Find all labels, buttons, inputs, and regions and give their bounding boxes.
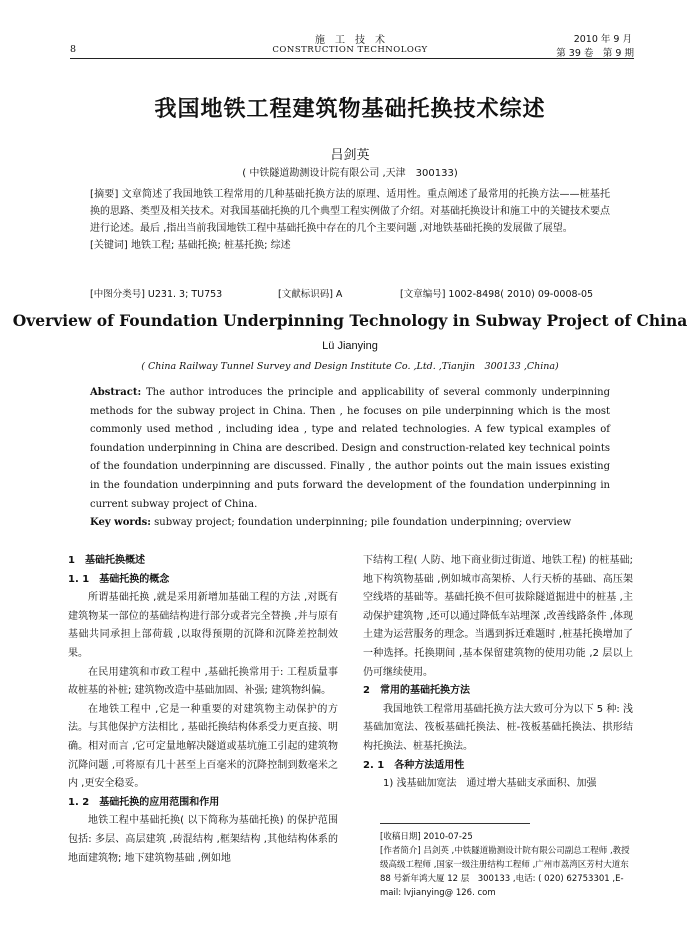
subsection-heading: 1. 2 基础托换的应用范围和作用 — [68, 796, 220, 808]
abstract-en-text: The author introduces the principle and applicability of several commonly underpinning methods for the subway project in China. Then , he focuses on pile underpinning which is the most commonly used method , including idea , type and related technologies. A few typical examples of foundation underpinning in China are described. Design and construction-related key technical points of the foundation underpinning are discussed. Finally , the author points out the main issues existing in the foundation underpinning and puts forward the development of the foundation underpinning in current subway project of China. — [90, 387, 610, 510]
body-paragraph: 在地铁工程中 ,它是一种重要的对建筑物主动保护的方法。与其他保护方法相比 , 基础托换结构体系受力更直接、明确。相对而言 ,它可定量地解决隧道或基坑施工引起的建筑物沉降问题 ,可将原有几十甚至上百毫米的沉降控制到数毫米之内 ,更安全稳妥。 — [68, 703, 338, 790]
journal-name-en: CONSTRUCTION TECHNOLOGY — [272, 45, 428, 55]
affiliation-en: ( China Railway Tunnel Survey and Design Institute Co. ,Ltd. ,Tianjin 300133 ,China) — [141, 361, 559, 372]
body-paragraph: 下结构工程( 人防、地下商业街过街道、地铁工程) 的桩基础; 地下构筑物基础 ,例如城市高架桥、人行天桥的基础、高压架空线塔的基础等。基础托换不但可拔除隧道掘进中的桩基 ,主动保护建筑物 ,还可以通过降低车站埋深 ,改善线路条件 ,体现土建为运营服务的理念。当遇到拆迁难题时 ,桩基托换增加了一种选择。托换期间 ,基本保留建筑物的使用功能 ,2 层以上仍可继续使用。 — [363, 555, 633, 678]
subsection-heading: 1. 1 基础托换的概念 — [68, 573, 170, 585]
footnote-rule — [380, 823, 530, 824]
article-number: [文章编号] 1002-8498( 2010) 09-0008-05 — [400, 289, 594, 300]
footnote — [380, 830, 638, 900]
article-title-cn: 我国地铁工程建筑物基础托换技术综述 — [154, 97, 546, 122]
footnote-received: [收稿日期] 2010-07-25 — [380, 832, 473, 842]
author-cn: 吕剑英 — [330, 148, 370, 163]
issue-date: 2010 年 9 月 — [573, 34, 632, 45]
section-heading: 2 常用的基础托换方法 — [363, 685, 470, 697]
document-code: [文献标识码] A — [278, 289, 343, 300]
keywords-en — [90, 514, 610, 533]
footnote-author-bio: [作者简介] 吕剑英 ,中铁隧道勘测设计院有限公司副总工程师 ,教授级高级工程师 ,国家一级注册结构工程师 ,广州市荔湾区芳村大道东 88 号新年鸿大厦 12 层 300133 ,电话: ( 020) 62753301 ,E-mail: lvjianying@ 126. com — [380, 846, 630, 898]
clc-number: [中图分类号] U231. 3; TU753 — [90, 289, 223, 300]
journal-name-cn: 施 工 技 术 — [315, 35, 385, 46]
keywords-cn: [关键词] 地铁工程; 基础托换; 桩基托换; 综述 — [90, 240, 291, 251]
affiliation-cn: ( 中铁隧道勘测设计院有限公司 ,天津 300133) — [242, 168, 458, 179]
abstract-en — [90, 384, 610, 533]
keywords-en-label: Key words: — [90, 517, 151, 529]
header-rule — [70, 58, 634, 59]
body-paragraph: 地铁工程中基础托换( 以下简称为基础托换) 的保护范围包括: 多层、高层建筑 ,砖混结构 ,框架结构 ,其他结构体系的地面建筑物; 地下建筑物基础 ,例如地 — [68, 815, 338, 864]
body-paragraph: 1) 浅基础加宽法 通过增大基础支承面积、加强 — [383, 778, 597, 790]
article-title-en: Overview of Foundation Underpinning Technology in Subway Project of China — [12, 311, 688, 330]
keywords-en-text: subway project; foundation underpinning; pile foundation underpinning; overview — [151, 517, 572, 529]
abstract-en-label: Abstract: — [90, 387, 142, 398]
abstract-cn-text: [摘要] 文章简述了我国地铁工程常用的几种基础托换方法的原理、适用性。重点阐述了最常用的托换方法——桩基托换的思路、类型及相关技术。对我国基础托换的几个典型工程实例做了介绍。对基础托换设计和施工中的关键技术要点进行论述。最后 ,指出当前我国地铁工程中基础托换中存在的几个主要问题 ,对地铁基础托换的发展做了展望。 — [90, 189, 610, 234]
body-column-left — [68, 552, 338, 868]
abstract-en-paragraph — [90, 384, 610, 514]
body-column-right — [363, 552, 633, 794]
body-paragraph: 所谓基础托换 ,就是采用新增加基础工程的方法 ,对既有建筑物某一部位的基础结构进行部分或者完全替换 ,并与原有基础共同承担上部荷载 ,以取得预期的沉降和沉降差控制效果。 — [68, 592, 338, 659]
volume-issue: 第 39 卷 第 9 期 — [556, 48, 634, 59]
body-paragraph: 我国地铁工程常用基础托换方法大致可分为以下 5 种: 浅基础加宽法、筏板基础托换法、桩-筏板基础托换法、拱形结构托换法、桩基托换法。 — [363, 703, 633, 752]
subsection-heading: 2. 1 各种方法适用性 — [363, 759, 465, 771]
body-paragraph: 在民用建筑和市政工程中 ,基础托换常用于: 工程质量事故桩基的补桩; 建筑物改造中基础加固、补强; 建筑物纠偏。 — [68, 666, 338, 697]
section-heading: 1 基础托换概述 — [68, 555, 145, 566]
abstract-cn — [90, 186, 610, 254]
page-number: 8 — [70, 44, 77, 55]
author-en: Lü Jianying — [322, 340, 378, 352]
